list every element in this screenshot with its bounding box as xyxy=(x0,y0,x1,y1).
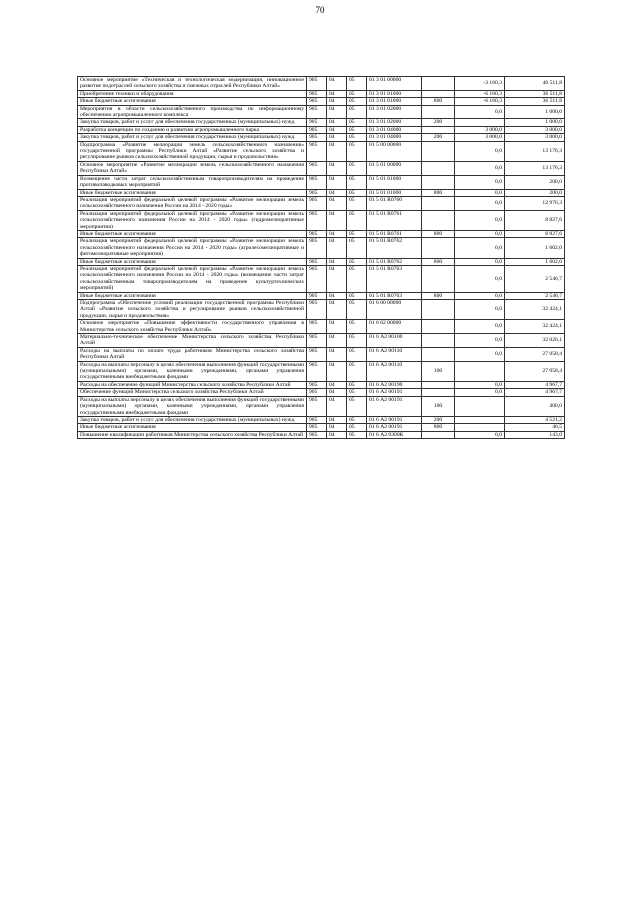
row-section-code: 04 xyxy=(327,210,347,230)
table-row xyxy=(78,90,565,97)
row-total-amount: 40 511,8 xyxy=(505,77,565,91)
row-name: Разработка концепции по созданию и развитию агропромышленного парка xyxy=(78,126,307,133)
row-expense-type-code xyxy=(422,300,455,320)
row-target-item-code: 01 5 01 R0762 xyxy=(367,238,422,258)
row-subsection-code: 05 xyxy=(347,90,367,97)
row-expense-type-code: 800 xyxy=(422,258,455,265)
row-section-code: 04 xyxy=(327,389,347,396)
row-total-amount: 27 058,4 xyxy=(505,347,565,361)
row-name: Повышение квалификации работников Министерства сельского хозяйства Республики Алтай xyxy=(78,431,307,438)
row-subsection-code: 05 xyxy=(347,161,367,175)
row-name: Иные бюджетные ассигнования xyxy=(78,98,307,105)
row-target-item-code: 01 5 01 R0761 xyxy=(367,230,422,237)
row-target-item-code: 01 6 А2 00190 xyxy=(367,381,422,388)
row-target-item-code: 01 5 01 R0760 xyxy=(367,196,422,210)
table-row xyxy=(78,320,565,334)
row-name: Расходы на выплаты по оплате труда работников Министерства сельского хозяйства Республики Алтай xyxy=(78,347,307,361)
row-expense-type-code xyxy=(422,210,455,230)
row-change-amount: 0,0 xyxy=(455,265,505,292)
row-subsection-code: 05 xyxy=(347,361,367,381)
row-total-amount: 3 000,0 xyxy=(505,134,565,141)
row-section-code: 04 xyxy=(327,189,347,196)
row-expense-type-code xyxy=(422,265,455,292)
row-total-amount: 1 602,0 xyxy=(505,258,565,265)
table-row xyxy=(78,141,565,161)
row-section-code: 04 xyxy=(327,196,347,210)
row-grbs-code: 905 xyxy=(307,334,327,348)
row-grbs-code: 905 xyxy=(307,134,327,141)
row-target-item-code: 01 6 А2 00110 xyxy=(367,347,422,361)
table-row xyxy=(78,258,565,265)
row-grbs-code: 905 xyxy=(307,196,327,210)
row-expense-type-code xyxy=(422,105,455,119)
row-subsection-code: 05 xyxy=(347,141,367,161)
row-change-amount xyxy=(455,416,505,423)
row-target-item-code: 01 5 01 R0763 xyxy=(367,292,422,299)
row-subsection-code: 05 xyxy=(347,300,367,320)
row-change-amount: 0,0 xyxy=(455,292,505,299)
row-grbs-code: 905 xyxy=(307,230,327,237)
table-row xyxy=(78,230,565,237)
row-grbs-code: 905 xyxy=(307,238,327,258)
table-row xyxy=(78,238,565,258)
row-target-item-code: 01 6 00 00000 xyxy=(367,300,422,320)
row-subsection-code: 05 xyxy=(347,320,367,334)
row-change-amount: -6 160,3 xyxy=(455,98,505,105)
row-section-code: 04 xyxy=(327,77,347,91)
row-total-amount: 4 521,2 xyxy=(505,416,565,423)
row-section-code: 04 xyxy=(327,424,347,431)
row-change-amount: 0,0 xyxy=(455,258,505,265)
row-total-amount: 36 511,8 xyxy=(505,90,565,97)
table-row xyxy=(78,381,565,388)
row-target-item-code: 01 3 01 01000 xyxy=(367,90,422,97)
page-number: 70 xyxy=(315,5,325,15)
row-change-amount: 0,0 xyxy=(455,431,505,438)
row-target-item-code: 01 5 01 R0761 xyxy=(367,210,422,230)
row-grbs-code: 905 xyxy=(307,105,327,119)
row-subsection-code: 05 xyxy=(347,389,367,396)
row-expense-type-code xyxy=(422,175,455,189)
row-subsection-code: 05 xyxy=(347,238,367,258)
row-grbs-code: 905 xyxy=(307,175,327,189)
row-name: Иные бюджетные ассигнования xyxy=(78,189,307,196)
row-subsection-code: 05 xyxy=(347,265,367,292)
row-name: Основное мероприятие «Повышение эффективности государственного управления в Министерстве сельского хозяйства Республики Алтай» xyxy=(78,320,307,334)
row-expense-type-code xyxy=(422,196,455,210)
row-expense-type-code xyxy=(422,334,455,348)
row-name: Обеспечение функций Министерства сельского хозяйства Республики Алтай xyxy=(78,389,307,396)
row-total-amount: 8 827,6 xyxy=(505,210,565,230)
row-section-code: 04 xyxy=(327,347,347,361)
row-section-code: 04 xyxy=(327,161,347,175)
row-section-code: 04 xyxy=(327,381,347,388)
table-row xyxy=(78,119,565,126)
row-expense-type-code: 200 xyxy=(422,416,455,423)
row-total-amount: 32 424,1 xyxy=(505,320,565,334)
table-row xyxy=(78,396,565,416)
table-row xyxy=(78,105,565,119)
table-row xyxy=(78,161,565,175)
table-row xyxy=(78,431,565,438)
row-grbs-code: 905 xyxy=(307,320,327,334)
row-change-amount: 0,0 xyxy=(455,161,505,175)
row-subsection-code: 05 xyxy=(347,175,367,189)
row-subsection-code: 05 xyxy=(347,416,367,423)
row-grbs-code: 905 xyxy=(307,189,327,196)
row-total-amount: 4 967,7 xyxy=(505,389,565,396)
row-total-amount: 36 511,8 xyxy=(505,98,565,105)
row-target-item-code: 01 5 00 00000 xyxy=(367,141,422,161)
row-change-amount xyxy=(455,424,505,431)
table-row xyxy=(78,389,565,396)
table-row xyxy=(78,416,565,423)
row-subsection-code: 05 xyxy=(347,334,367,348)
row-name: Реализация мероприятий федеральной целевой программы «Развитие мелиорации земель сельскохозяйственного назначения России на 2014 - 2020 годы» (возмещение части затрат сельскохозяйственным товаропроизводителям на проведение культуртехнических мероприятий) xyxy=(78,265,307,292)
row-expense-type-code xyxy=(422,389,455,396)
row-name: Возмещение части затрат сельскохозяйственным товаропроизводителям на проведение противопаводковых мероприятий xyxy=(78,175,307,189)
table-row xyxy=(78,77,565,91)
row-change-amount xyxy=(455,119,505,126)
row-total-amount: 32 026,1 xyxy=(505,334,565,348)
row-target-item-code: 01 3 01 02000 xyxy=(367,119,422,126)
row-grbs-code: 905 xyxy=(307,77,327,91)
table-row xyxy=(78,196,565,210)
row-section-code: 04 xyxy=(327,292,347,299)
row-total-amount: 46,5 xyxy=(505,424,565,431)
row-total-amount: 8 827,6 xyxy=(505,230,565,237)
row-name: Расходы на выплаты персоналу в целях обеспечения выполнения функций государственными (муниципальными) органами, казенными учреждениями, органами управления государственными внебюджетными фондами xyxy=(78,396,307,416)
row-expense-type-code xyxy=(422,141,455,161)
row-total-amount: 2 546,7 xyxy=(505,265,565,292)
row-change-amount: 3 000,0 xyxy=(455,134,505,141)
row-section-code: 04 xyxy=(327,334,347,348)
row-subsection-code: 05 xyxy=(347,431,367,438)
row-total-amount: 1 000,0 xyxy=(505,105,565,119)
row-total-amount: 13 176,3 xyxy=(505,141,565,161)
row-target-item-code: 01 6 А2 00191 xyxy=(367,396,422,416)
row-section-code: 04 xyxy=(327,238,347,258)
row-name: Расходы на обеспечение функций Министерства сельского хозяйства Республики Алтай xyxy=(78,381,307,388)
row-target-item-code: 01 3 01 01000 xyxy=(367,98,422,105)
row-grbs-code: 905 xyxy=(307,119,327,126)
row-section-code: 04 xyxy=(327,258,347,265)
row-expense-type-code: 800 xyxy=(422,189,455,196)
row-subsection-code: 05 xyxy=(347,258,367,265)
row-total-amount: 200,0 xyxy=(505,175,565,189)
row-expense-type-code: 800 xyxy=(422,230,455,237)
row-subsection-code: 05 xyxy=(347,292,367,299)
row-name: Основное мероприятие «Техническая и технологическая модернизация, инновационное развитие подотраслей сельского хозяйства и смежных отраслей Республики Алтай» xyxy=(78,77,307,91)
row-grbs-code: 905 xyxy=(307,210,327,230)
table-row xyxy=(78,98,565,105)
row-name: Иные бюджетные ассигнования xyxy=(78,292,307,299)
row-subsection-code: 05 xyxy=(347,210,367,230)
row-grbs-code: 905 xyxy=(307,265,327,292)
table-row xyxy=(78,361,565,381)
row-subsection-code: 05 xyxy=(347,105,367,119)
row-section-code: 04 xyxy=(327,416,347,423)
row-change-amount: 3 000,0 xyxy=(455,126,505,133)
row-grbs-code: 905 xyxy=(307,300,327,320)
row-grbs-code: 905 xyxy=(307,416,327,423)
row-expense-type-code xyxy=(422,381,455,388)
row-name: Подпрограмма «Развитие мелиорации земель сельскохозяйственного назначения» государственной программы Республики Алтай «Развитие сельского хозяйства и регулирование рынков сельскохозяйственной продукции, сырья и продовольствия» xyxy=(78,141,307,161)
row-expense-type-code: 800 xyxy=(422,292,455,299)
row-section-code: 04 xyxy=(327,141,347,161)
row-name: Закупка товаров, работ и услуг для обеспечения государственных (муниципальных) нужд xyxy=(78,119,307,126)
row-total-amount: 32 424,1 xyxy=(505,300,565,320)
row-section-code: 04 xyxy=(327,126,347,133)
table-row xyxy=(78,334,565,348)
row-subsection-code: 05 xyxy=(347,119,367,126)
table-row xyxy=(78,292,565,299)
budget-table xyxy=(77,76,565,439)
row-subsection-code: 05 xyxy=(347,381,367,388)
row-expense-type-code xyxy=(422,238,455,258)
row-target-item-code: 01 6 А2 00191 xyxy=(367,389,422,396)
row-subsection-code: 05 xyxy=(347,189,367,196)
row-section-code: 04 xyxy=(327,431,347,438)
row-subsection-code: 05 xyxy=(347,230,367,237)
row-target-item-code: 01 6 А2 00100 xyxy=(367,334,422,348)
row-change-amount: -6 160,3 xyxy=(455,90,505,97)
row-total-amount: 200,0 xyxy=(505,189,565,196)
row-change-amount: 0,0 xyxy=(455,381,505,388)
row-grbs-code: 905 xyxy=(307,361,327,381)
row-grbs-code: 905 xyxy=(307,90,327,97)
row-section-code: 04 xyxy=(327,175,347,189)
row-name: Реализация мероприятий федеральной целевой программы «Развитие мелиорации земель сельскохозяйственного назначения России на 2014 - 2020 годы» (агролесомелиоративные и фитомелиоративные мероприятия) xyxy=(78,238,307,258)
table-row xyxy=(78,134,565,141)
row-change-amount: 0,0 xyxy=(455,189,505,196)
row-change-amount: 0,0 xyxy=(455,105,505,119)
row-total-amount: 1 602,0 xyxy=(505,238,565,258)
row-section-code: 04 xyxy=(327,105,347,119)
table-row xyxy=(78,126,565,133)
row-section-code: 04 xyxy=(327,396,347,416)
row-expense-type-code: 800 xyxy=(422,424,455,431)
row-target-item-code: 01 6 А2 0300К xyxy=(367,431,422,438)
row-name: Реализация мероприятий федеральной целевой программы «Развитие мелиорации земель сельскохозяйственного назначения России на 2014 - 2020 годы» (гидромелиоративные мероприятия) xyxy=(78,210,307,230)
row-target-item-code: 01 3 01 00000 xyxy=(367,77,422,91)
row-change-amount xyxy=(455,361,505,381)
table-row xyxy=(78,175,565,189)
row-subsection-code: 05 xyxy=(347,77,367,91)
row-grbs-code: 905 xyxy=(307,141,327,161)
row-subsection-code: 05 xyxy=(347,134,367,141)
row-subsection-code: 05 xyxy=(347,424,367,431)
row-change-amount: 0,0 xyxy=(455,320,505,334)
row-target-item-code: 01 3 01 04000 xyxy=(367,134,422,141)
row-section-code: 04 xyxy=(327,361,347,381)
row-change-amount: 0,0 xyxy=(455,347,505,361)
row-grbs-code: 905 xyxy=(307,389,327,396)
row-name: Реализация мероприятий федеральной целевой программы «Развитие мелиорации земель сельскохозяйственного назначения России на 2014 - 2020 годы» xyxy=(78,196,307,210)
row-target-item-code: 01 3 01 02000 xyxy=(367,105,422,119)
row-expense-type-code xyxy=(422,320,455,334)
row-name: Материально-техническое обеспечение Министерства сельского хозяйства Республики Алтай xyxy=(78,334,307,348)
table-row xyxy=(78,424,565,431)
row-change-amount: 0,0 xyxy=(455,175,505,189)
row-target-item-code: 01 5 01 01000 xyxy=(367,189,422,196)
row-subsection-code: 05 xyxy=(347,98,367,105)
row-grbs-code: 905 xyxy=(307,381,327,388)
row-name: Иные бюджетные ассигнования xyxy=(78,230,307,237)
row-target-item-code: 01 6 А2 00191 xyxy=(367,416,422,423)
row-expense-type-code xyxy=(422,347,455,361)
row-section-code: 04 xyxy=(327,119,347,126)
row-expense-type-code xyxy=(422,161,455,175)
row-target-item-code: 01 5 01 R0762 xyxy=(367,258,422,265)
row-section-code: 04 xyxy=(327,230,347,237)
row-expense-type-code: 200 xyxy=(422,119,455,126)
row-total-amount: 400,0 xyxy=(505,396,565,416)
row-name: Закупка товаров, работ и услуг для обеспечения государственных (муниципальных) нужд xyxy=(78,416,307,423)
row-change-amount xyxy=(455,396,505,416)
row-grbs-code: 905 xyxy=(307,431,327,438)
row-target-item-code: 01 6 А2 00191 xyxy=(367,424,422,431)
row-total-amount: 12 976,3 xyxy=(505,196,565,210)
row-total-amount: 143,0 xyxy=(505,431,565,438)
row-section-code: 04 xyxy=(327,98,347,105)
row-section-code: 04 xyxy=(327,300,347,320)
row-expense-type-code xyxy=(422,126,455,133)
row-expense-type-code: 100 xyxy=(422,361,455,381)
row-subsection-code: 05 xyxy=(347,196,367,210)
row-name: Мероприятия в области сельскохозяйственного производства по информационному обеспечению агропромышленного комплекса xyxy=(78,105,307,119)
row-change-amount: 0,0 xyxy=(455,334,505,348)
row-change-amount: 0,0 xyxy=(455,141,505,161)
row-total-amount: 27 058,4 xyxy=(505,361,565,381)
table-row xyxy=(78,300,565,320)
row-subsection-code: 05 xyxy=(347,126,367,133)
row-expense-type-code xyxy=(422,77,455,91)
row-grbs-code: 905 xyxy=(307,424,327,431)
row-change-amount: 0,0 xyxy=(455,238,505,258)
row-section-code: 04 xyxy=(327,134,347,141)
row-target-item-code: 01 3 01 04000 xyxy=(367,126,422,133)
row-name: Закупка товаров, работ и услуг для обеспечения государственных (муниципальных) нужд xyxy=(78,134,307,141)
row-change-amount: 0,0 xyxy=(455,196,505,210)
row-target-item-code: 01 5 01 00000 xyxy=(367,161,422,175)
row-change-amount: 0,0 xyxy=(455,389,505,396)
row-grbs-code: 905 xyxy=(307,161,327,175)
row-target-item-code: 01 5 01 01000 xyxy=(367,175,422,189)
row-subsection-code: 05 xyxy=(347,347,367,361)
row-name: Приобретение техники и оборудования xyxy=(78,90,307,97)
row-expense-type-code xyxy=(422,431,455,438)
row-section-code: 04 xyxy=(327,320,347,334)
table-row xyxy=(78,210,565,230)
table-row xyxy=(78,189,565,196)
row-section-code: 04 xyxy=(327,90,347,97)
row-grbs-code: 905 xyxy=(307,126,327,133)
table-row xyxy=(78,265,565,292)
row-grbs-code: 905 xyxy=(307,98,327,105)
row-name: Основное мероприятие «Развитие мелиорации земель сельскохозяйственного назначения Республики Алтай» xyxy=(78,161,307,175)
row-target-item-code: 01 6 02 00000 xyxy=(367,320,422,334)
table-row xyxy=(78,347,565,361)
row-target-item-code: 01 5 01 R0763 xyxy=(367,265,422,292)
row-section-code: 04 xyxy=(327,265,347,292)
row-total-amount: 13 176,3 xyxy=(505,161,565,175)
row-total-amount: 3 000,0 xyxy=(505,126,565,133)
row-expense-type-code: 200 xyxy=(422,134,455,141)
row-target-item-code: 01 6 А2 00110 xyxy=(367,361,422,381)
row-subsection-code: 05 xyxy=(347,396,367,416)
row-change-amount: 0,0 xyxy=(455,210,505,230)
row-expense-type-code: 100 xyxy=(422,396,455,416)
row-expense-type-code: 800 xyxy=(422,98,455,105)
row-total-amount: 1 000,0 xyxy=(505,119,565,126)
row-change-amount: 0,0 xyxy=(455,300,505,320)
row-grbs-code: 905 xyxy=(307,292,327,299)
row-grbs-code: 905 xyxy=(307,396,327,416)
row-grbs-code: 905 xyxy=(307,347,327,361)
row-name: Расходы на выплаты персоналу в целях обеспечения выполнения функций государственными (муниципальными) органами, казенными учреждениями, органами управления государственными внебюджетными фондами xyxy=(78,361,307,381)
row-total-amount: 4 967,7 xyxy=(505,381,565,388)
row-total-amount: 2 546,7 xyxy=(505,292,565,299)
row-name: Иные бюджетные ассигнования xyxy=(78,424,307,431)
row-expense-type-code xyxy=(422,90,455,97)
row-change-amount: 0,0 xyxy=(455,230,505,237)
row-grbs-code: 905 xyxy=(307,258,327,265)
row-change-amount: -3 160,3 xyxy=(455,77,505,91)
row-name: Иные бюджетные ассигнования xyxy=(78,258,307,265)
row-name: Подпрограмма «Обеспечение условий реализации государственной программы Республики Алтай «Развитие сельского хозяйства и регулирование рынков сельскохозяйственной продукции, сырья и продовольствия» xyxy=(78,300,307,320)
